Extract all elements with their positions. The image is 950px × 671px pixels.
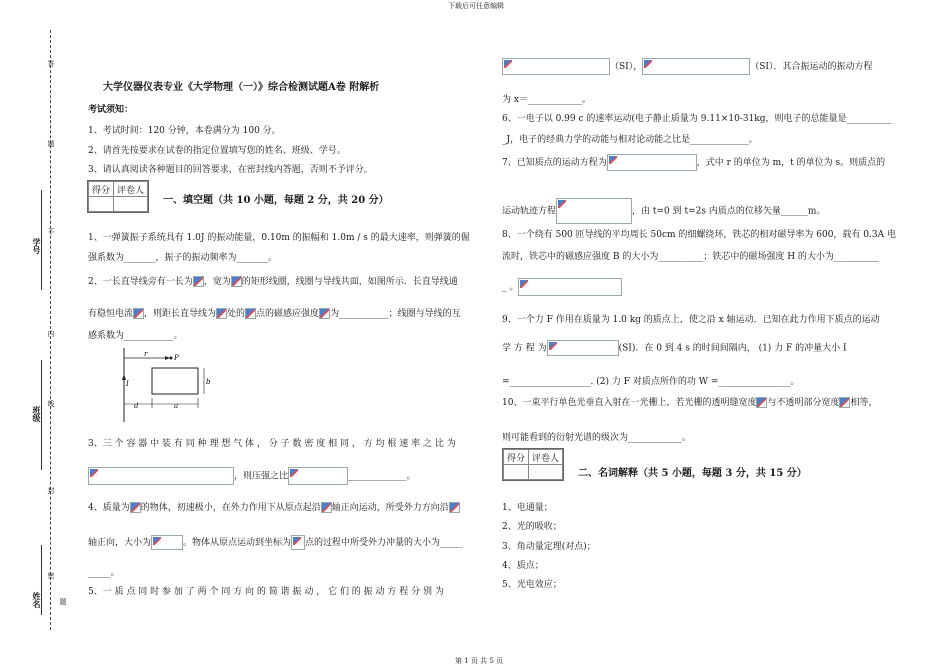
formula-image: [245, 308, 256, 319]
formula-image: [518, 278, 622, 296]
q1-line2: 强系数为_______，振子的振动频率为_______。: [88, 253, 278, 263]
page-header: 下载后可任意编辑: [448, 2, 504, 10]
page-footer: 第 1 页 共 5 页: [455, 657, 504, 665]
term-5: 5、光电效应；: [502, 580, 562, 590]
formula-image: [547, 340, 619, 356]
q6-line1: 6、一电子以 0.99 c 的速率运动(电子静止质量为 9.11×10-31kg，则电子的总能量是__________: [502, 114, 892, 124]
seal-mark-6: 封: [47, 487, 55, 494]
notice-3: 3、请认真阅读各种题目的回答要求，在密封线内答题，否则不予评分。: [88, 165, 373, 175]
seal-mark-4: 内: [47, 330, 55, 337]
fig-r: r: [144, 350, 148, 358]
q8-line1: 8、一个绕有 500 匝导线的平均周长 50cm 的细螺绕环，铁芯的相对磁导率为 600，载有 0.3A 电: [502, 230, 896, 240]
q9-line1: 9、一个力 F 作用在质量为 1.0 kg 的质点上，使之沿 x 轴运动．已知在此力作用下质点的运动: [502, 315, 880, 325]
q2-line2: 有稳恒电流 ，则距长直导线为 处的 点的磁感应强度 为___________；线圈与导线的互: [88, 309, 461, 319]
q10-line2: 则可能看到的衍射光谱的级次为____________。: [502, 433, 692, 443]
fig-p: P: [174, 354, 179, 362]
q6-line2: _J，电子的经典力学的动能与相对论动能之比是_____________。: [502, 135, 758, 145]
formula-image: [288, 467, 348, 485]
exam-title: 大学仪器仪表专业《大学物理（一）》综合检测试题A卷 附解析: [103, 82, 380, 93]
grader-label: 评卷人: [529, 450, 563, 465]
term-1: 1、电通量；: [502, 503, 553, 513]
term-2: 2、光的吸收；: [502, 522, 562, 532]
formula-image: [839, 397, 850, 408]
seal-mark-7: 密: [47, 572, 55, 579]
seal-mark-8: 题: [59, 598, 67, 605]
score-box-1: [87, 180, 149, 213]
seal-mark-1: 答: [47, 60, 55, 67]
seal-mark-2: 题: [47, 140, 55, 147]
formula-image: [556, 198, 632, 224]
formula-image: [291, 535, 305, 550]
formula-image: [756, 397, 767, 408]
q3-line2: ，则压强之比 _____________。: [88, 467, 416, 485]
formula-image: [88, 467, 234, 485]
q2-line1: 2、一长直导线旁有一长为 ，宽为 的矩形线圈，线圈与导线共面，如图所示．长直导线通: [88, 277, 458, 287]
seal-mark-5: 线: [47, 400, 55, 407]
section2-title: 二、名词解释（共 5 小题，每题 3 分，共 15 分）: [578, 468, 807, 479]
score-label: 得分: [504, 450, 529, 465]
section1-title: 一、填空题（共 10 小题，每题 2 分，共 20 分）: [163, 195, 389, 206]
formula-image: [133, 308, 144, 319]
formula-image: [321, 502, 332, 513]
formula-image: [130, 502, 141, 513]
q5-line3: 为 x＝____________。: [502, 95, 591, 105]
grader-label: 评卷人: [114, 182, 148, 197]
formula-image: [216, 308, 227, 319]
q9-line2: 学 方 程 为 (SI)．在 0 到 4 s 的时间间隔内， (1) 力 F 的冲量大小 I: [502, 340, 847, 356]
wire-loop-figure: [112, 346, 222, 424]
q3-line1: 3、三 个 容 器 中 装 有 同 种 理 想 气 体 ， 分 子 数 密 度 相 同 ， 方 均 根 速 率 之 比 为: [88, 439, 456, 449]
q5-line2: （SI）， （SI）．其合振运动的振动方程: [502, 58, 872, 75]
q8-line2: 流时，铁芯中的磁感应强度 B 的大小为__________；铁芯中的磁场强度 H 的大小为__________: [502, 252, 879, 262]
q4-line2: 轴正向，大小为 。物体从原点运动到坐标为 点的过程中所受外力冲量的大小为_____: [88, 535, 463, 550]
q4-line3: _____。: [88, 568, 120, 578]
term-3: 3、角动量定理(对点)；: [502, 542, 596, 552]
seal-mark-3: 不: [47, 228, 55, 235]
q10-line1: 10、一束平行单色光垂直入射在一光栅上，若光栅的透明缝宽度 与不透明部分宽度 相等，: [502, 398, 878, 408]
q4-line1: 4、质量为 的物体，初速极小，在外力作用下从原点起沿 轴正向运动，所受外力方向沿: [88, 502, 460, 514]
formula-image: [231, 276, 242, 287]
score-box-2: [502, 448, 564, 481]
fig-i: I: [126, 380, 129, 388]
notice-2: 2、请首先按要求在试卷的指定位置填写您的姓名、班级、学号。: [88, 146, 346, 156]
fig-a: a: [174, 402, 179, 410]
notice-title: 考试须知：: [88, 105, 134, 115]
formula-image: [193, 276, 204, 287]
formula-image: [502, 58, 610, 75]
formula-image: [151, 535, 183, 550]
notice-1: 1、考试时间：120 分钟，本卷满分为 100 分。: [88, 126, 281, 136]
student-id-line: [41, 190, 42, 290]
q5-line1: 5、一 质 点 同 时 参 加 了 两 个 同 方 向 的 简 谐 振 动 ， 它 们 的 振 动 方 程 分 别 为: [88, 587, 444, 597]
q9-line3: =__________________. (2) 力 F 对质点所作的功 W =________________。: [502, 377, 800, 387]
term-4: 4、质点；: [502, 561, 544, 571]
q7-line1: 7、已知质点的运动方程为 ，式中 r 的单位为 m，t 的单位为 s。则质点的: [502, 154, 885, 171]
class-line: [41, 360, 42, 470]
name-label: 姓名: [32, 592, 42, 608]
formula-image: [642, 58, 750, 75]
score-label: 得分: [89, 182, 114, 197]
fig-b: b: [206, 378, 211, 386]
formula-image: [449, 502, 460, 513]
q7-line2: 运动轨迹方程 ，由 t=0 到 t=2s 内质点的位移矢量______m。: [502, 198, 825, 224]
name-line: [41, 545, 42, 615]
formula-image: [607, 154, 697, 171]
formula-image: [319, 308, 330, 319]
student-id-label: 学号: [32, 238, 42, 254]
q1-line1: 1、一弹簧振子系统具有 1.0J 的振动能量，0.10m 的振幅和 1.0m / s 的最大速率，则弹簧的倔: [88, 233, 470, 243]
q8-line3: _ 。: [502, 278, 622, 296]
q2-line3: 感系数为___________。: [88, 331, 183, 341]
class-label: 班级: [32, 406, 42, 422]
fig-d: d: [134, 402, 139, 410]
